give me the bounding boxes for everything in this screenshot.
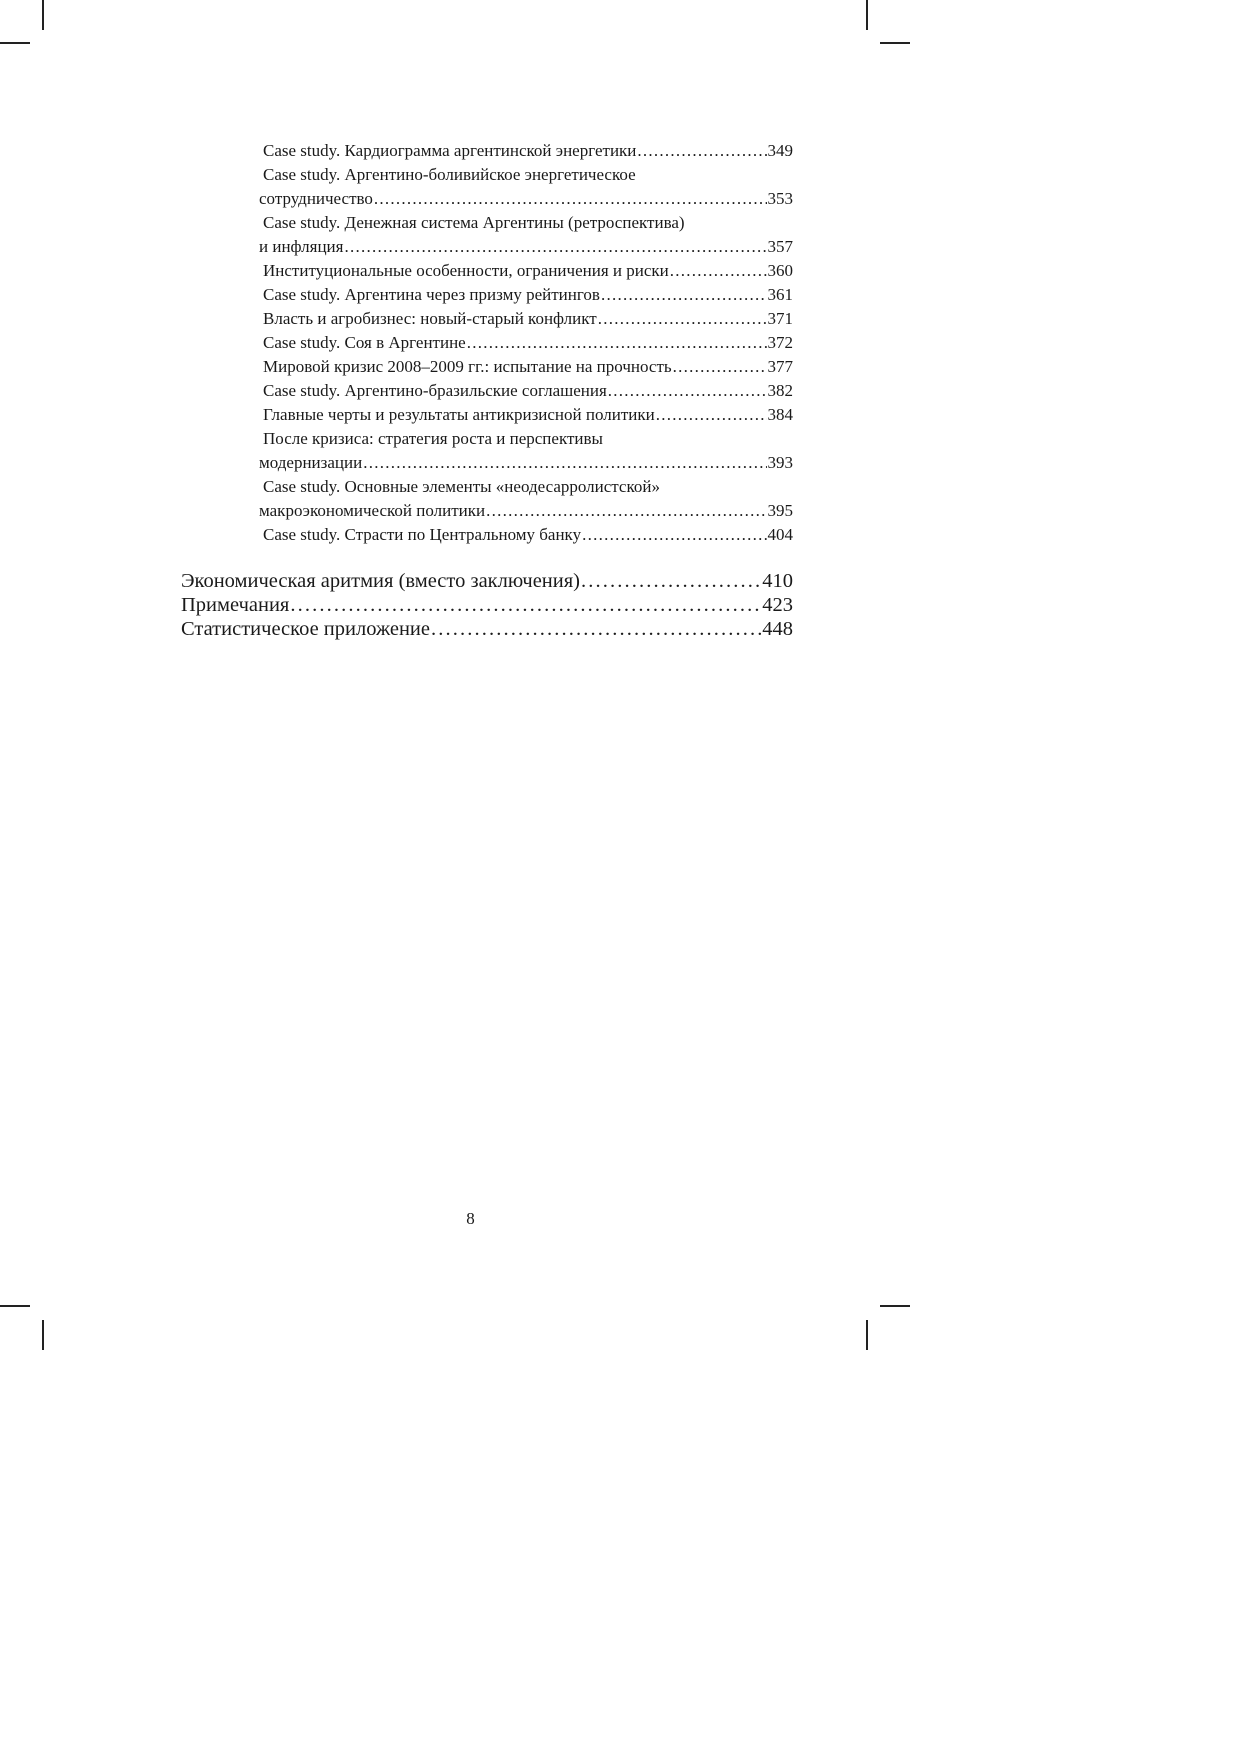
- crop-mark-top-right-horizontal: [880, 42, 910, 44]
- toc-entry: [259, 475, 793, 523]
- toc-entry-page: 377: [767, 357, 793, 376]
- dot-leader: [581, 569, 761, 593]
- dot-leader: [637, 139, 766, 163]
- toc-entry-title: Case study. Кардиограмма аргентинской энергетики: [263, 141, 637, 160]
- dot-leader: [608, 379, 767, 403]
- toc-entry-page: 361: [767, 285, 793, 304]
- toc-main-entry-title: Статистическое приложение: [181, 618, 430, 640]
- toc-main-entry: [181, 617, 793, 641]
- dot-leader: [486, 499, 766, 523]
- toc-entry: [259, 211, 793, 259]
- toc-entry-page: 372: [767, 333, 793, 352]
- toc-entry: [259, 307, 793, 331]
- toc-entry-title-cont: сотрудничество: [259, 189, 373, 208]
- toc-entry-title: Case study. Аргентина через призму рейтингов: [263, 285, 600, 304]
- toc-entry: [259, 259, 793, 283]
- toc-entry-title: Институциональные особенности, ограничения и риски: [263, 261, 669, 280]
- toc-entry-page: 382: [767, 381, 793, 400]
- dot-leader: [467, 331, 767, 355]
- toc-entry-page: 384: [767, 405, 793, 424]
- dot-leader: [363, 451, 766, 475]
- dot-leader: [344, 235, 766, 259]
- dot-leader: [670, 259, 767, 283]
- dot-leader: [290, 593, 761, 617]
- toc-main-entry-title: Экономическая аритмия (вместо заключения): [181, 570, 580, 592]
- toc-entry-page: 357: [767, 237, 793, 256]
- toc-entry-title: Case study. Основные элементы «неодесарролистской»: [263, 477, 660, 496]
- dot-leader: [673, 355, 767, 379]
- toc-entry-title: После кризиса: стратегия роста и перспективы: [263, 429, 603, 448]
- toc-entry-title: Главные черты и результаты антикризисной политики: [263, 405, 655, 424]
- toc-entry-page: 371: [767, 309, 793, 328]
- toc-entry: [259, 523, 793, 547]
- toc-entry-title: Case study. Страсти по Центральному банку: [263, 525, 582, 544]
- toc-entry-page: 353: [767, 189, 793, 208]
- dot-leader: [598, 307, 767, 331]
- toc-entry: [259, 139, 793, 163]
- toc-entry: [259, 163, 793, 211]
- crop-mark-bottom-left-vertical: [42, 1320, 44, 1350]
- toc-main-entry-title: Примечания: [181, 594, 290, 616]
- toc-entry-title: Case study. Аргентино-бразильские соглашения: [263, 381, 607, 400]
- dot-leader: [374, 187, 767, 211]
- toc-main-entry: [181, 593, 793, 617]
- dot-leader: [656, 403, 767, 427]
- toc-entry: [259, 283, 793, 307]
- toc-entry-title-cont: макроэкономической политики: [259, 501, 486, 520]
- toc-entry-title-cont: модернизации: [259, 453, 363, 472]
- toc-entry-title: Власть и агробизнес: новый-старый конфликт: [263, 309, 597, 328]
- toc-entry-page: 349: [767, 141, 793, 160]
- crop-mark-bottom-right-horizontal: [880, 1305, 910, 1307]
- toc-entry-title: Мировой кризис 2008–2009 гг.: испытание на прочность: [263, 357, 672, 376]
- toc-sub-entries: [259, 139, 793, 547]
- toc-main-entry-page: 410: [762, 570, 793, 592]
- toc-entry: [259, 331, 793, 355]
- toc-entry: [259, 379, 793, 403]
- dot-leader: [431, 617, 761, 641]
- toc-entry-page: 393: [767, 453, 793, 472]
- toc-entry-title: Case study. Аргентино-боливийское энергетическое: [263, 165, 636, 184]
- toc-main-entry-page: 448: [762, 618, 793, 640]
- toc-entry-title: Case study. Денежная система Аргентины (ретроспектива): [263, 213, 685, 232]
- dot-leader: [582, 523, 766, 547]
- crop-mark-top-left-vertical: [42, 0, 44, 30]
- dot-leader: [601, 283, 767, 307]
- toc-entry-page: 404: [767, 525, 793, 544]
- toc-entry-title-cont: и инфляция: [259, 237, 344, 256]
- page-number: 8: [466, 1209, 475, 1228]
- crop-mark-bottom-right-vertical: [866, 1320, 868, 1350]
- toc-entry-page: 395: [767, 501, 793, 520]
- crop-mark-top-left-horizontal: [0, 42, 30, 44]
- toc-main-entry-page: 423: [762, 594, 793, 616]
- toc-entry-title: Case study. Соя в Аргентине: [263, 333, 466, 352]
- toc-entry: [259, 427, 793, 475]
- toc-main-entry: [181, 569, 793, 593]
- crop-mark-bottom-left-horizontal: [0, 1305, 30, 1307]
- toc-main-entries: [181, 569, 793, 641]
- toc-entry: [259, 403, 793, 427]
- toc-entry: [259, 355, 793, 379]
- crop-mark-top-right-vertical: [866, 0, 868, 30]
- toc-entry-page: 360: [767, 261, 793, 280]
